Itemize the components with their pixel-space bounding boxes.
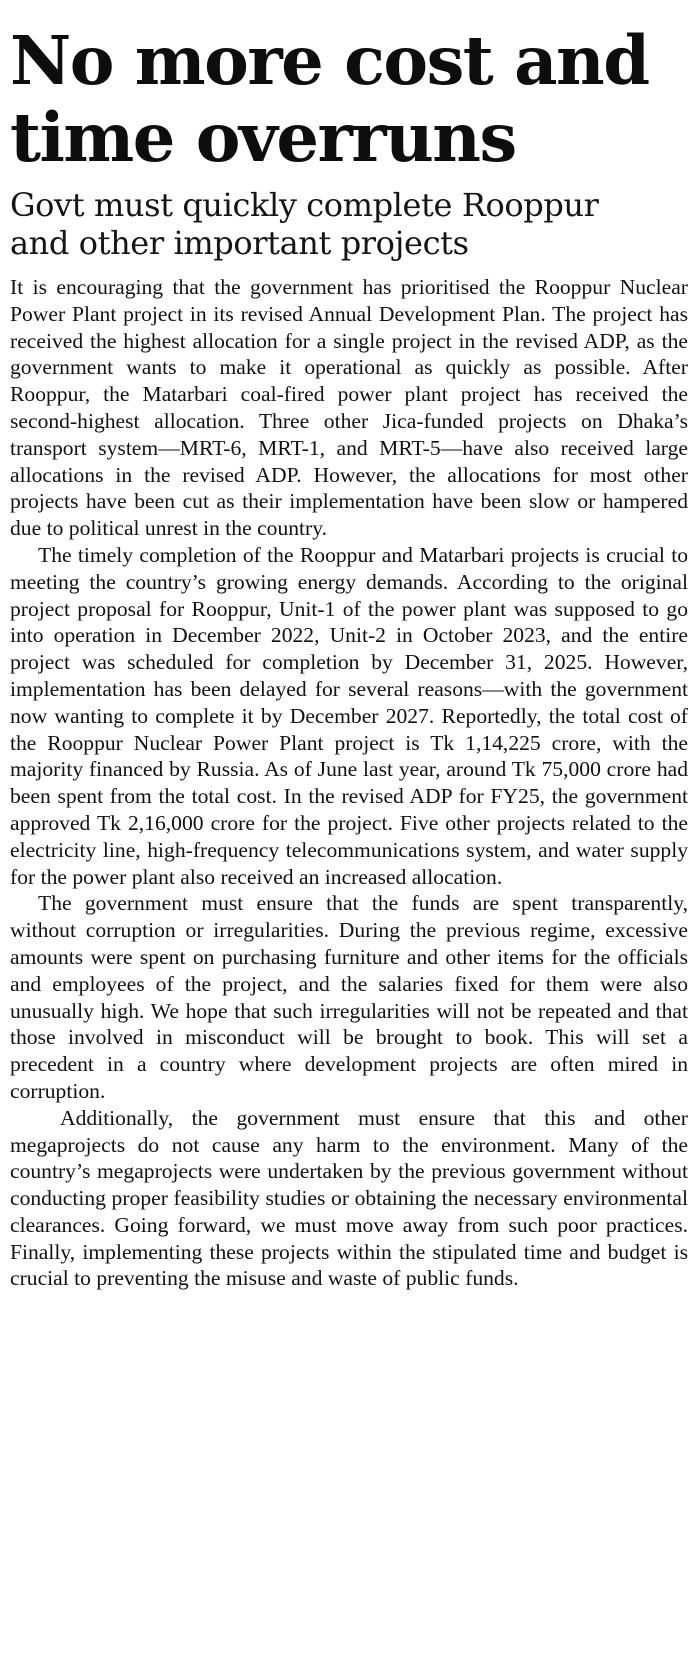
- subheadline-line: Govt must quickly complete Rooppur: [10, 186, 599, 224]
- article-body: [10, 274, 688, 1292]
- headline: [10, 22, 688, 176]
- body-paragraph: It is encouraging that the government has prioritised the Rooppur Nuclear Power Plant project in its revised Annual Development Plan. The project has received the highest allocation for a single project in the revised ADP, as the government wants to make it operational as quickly as possible. After Rooppur, the Matarbari coal-fired power plant project has received the second-highest allocation. Three other Jica-funded projects on Dhaka’s transport system—MRT-6, MRT-1, and MRT-5—have also received large allocations in the revised ADP. However, the allocations for most other projects have been cut as their implementation have been slow or hampered due to political unrest in the country.: [10, 275, 688, 541]
- body-paragraph: The government must ensure that the funds are spent transparently, without corruption or irregularities. During the previous regime, excessive amounts were spent on purchasing furniture and other items for the officials and employees of the project, and the salaries fixed for them were also unusually high. We hope that such irregularities will not be repeated and that those involved in misconduct will be brought to book. This will set a precedent in a country where development projects are often mired in corruption.: [10, 891, 688, 1103]
- headline-line: time overruns: [10, 98, 516, 177]
- headline-line: No more cost and: [10, 21, 649, 100]
- subheadline: [10, 186, 688, 262]
- body-paragraph: The timely completion of the Rooppur and Matarbari projects is crucial to meeting the country’s growing energy demands. According to the original project proposal for Rooppur, Unit-1 of the power plant was supposed to go into operation in December 2022, Unit-2 in October 2023, and the entire project was scheduled for completion by December 31, 2025. However, implementation has been delayed for several reasons—with the government now wanting to complete it by December 2027. Reportedly, the total cost of the Rooppur Nuclear Power Plant project is Tk 1,14,225 crore, with the majority financed by Russia. As of June last year, around Tk 75,000 crore had been spent from the total cost. In the revised ADP for FY25, the government approved Tk 2,16,000 crore for the project. Five other projects related to the electricity line, high-frequency telecommunications system, and water supply for the power plant also received an increased allocation.: [10, 542, 688, 889]
- editorial-article: [10, 22, 688, 1292]
- subheadline-line: and other important projects: [10, 224, 469, 262]
- body-paragraph: Additionally, the government must ensure that this and other megaprojects do not cause any harm to the environment. Many of the country’s megaprojects were undertaken by the previous government without conducting proper feasibility studies or obtaining the necessary environmental clearances. Going forward, we must move away from such poor practices. Finally, implementing these projects within the stipulated time and budget is crucial to preventing the misuse and waste of public funds.: [10, 1105, 688, 1291]
